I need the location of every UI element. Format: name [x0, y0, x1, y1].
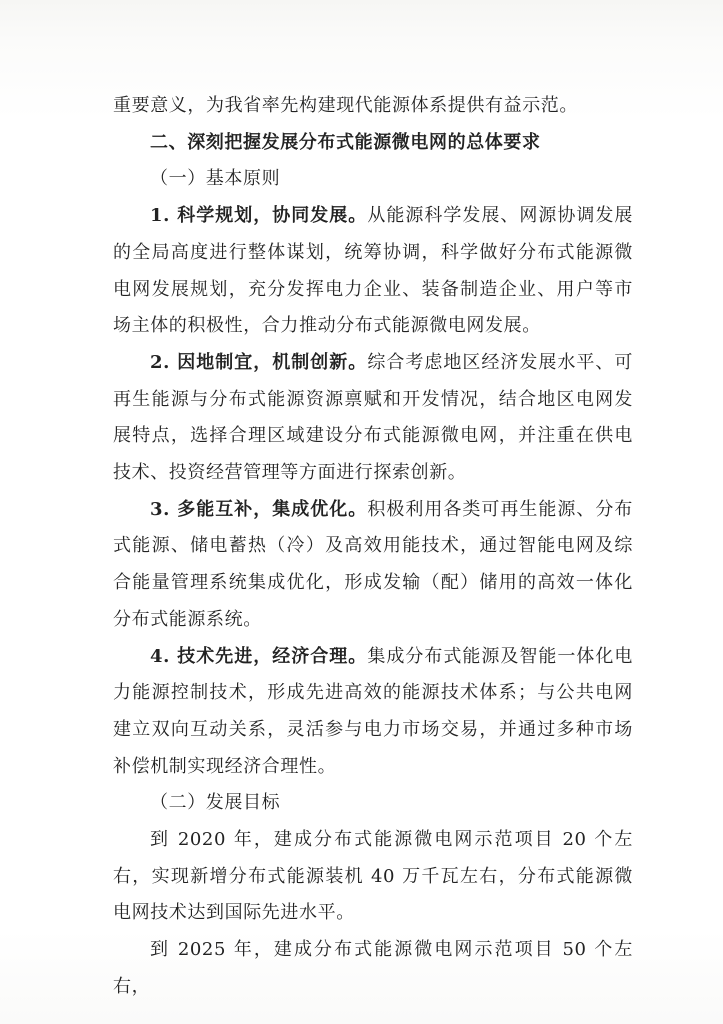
- goal-2020: 到 2020 年，建成分布式能源微电网示范项目 20 个左右，实现新增分布式能源装机 40 万千瓦左右，分布式能源微电网技术达到国际先进水平。: [113, 829, 633, 924]
- principle-4-body: 集成分布式能源及智能一体化电力能源控制技术，形成先进高效的能源技术体系；与公共电网建立双向互动关系，灵活参与电力市场交易，并通过多种市场补偿机制实现经济合理性。: [113, 645, 633, 777]
- principle-3-title: 3. 多能互补，集成优化。: [150, 498, 368, 520]
- subsection-heading-goals: （二）发展目标: [150, 792, 281, 814]
- principle-3: [113, 492, 633, 639]
- principle-1-title: 1. 科学规划，协同发展。: [150, 205, 368, 227]
- subsection-heading-principles: （一）基本原则: [150, 168, 281, 190]
- principle-4-title: 4. 技术先进，经济合理。: [150, 645, 368, 667]
- principle-1-body: 从能源科学发展、网源协调发展的全局高度进行整体谋划，统筹协调，科学做好分布式能源微电网发展规划，充分发挥电力企业、装备制造企业、用户等市场主体的积极性，合力推动分布式能源微电网发展。: [113, 205, 633, 337]
- principle-2-title: 2. 因地制宜，机制创新。: [150, 351, 368, 373]
- document-body: [113, 88, 633, 1006]
- principle-2-body: 综合考虑地区经济发展水平、可再生能源与分布式能源资源禀赋和开发情况，结合地区电网发展特点，选择合理区域建设分布式能源微电网，并注重在供电技术、投资经营管理等方面进行探索创新。: [113, 351, 633, 484]
- paragraph-continuation: 重要意义，为我省率先构建现代能源体系提供有益示范。: [113, 95, 578, 116]
- section-heading: 二、深刻把握发展分布式能源微电网的总体要求: [150, 131, 541, 153]
- principle-3-body: 积极利用各类可再生能源、分布式能源、储电蓄热（冷）及高效用能技术，通过智能电网及综合能量管理系统集成优化，形成发输（配）储用的高效一体化分布式能源系统。: [113, 498, 633, 630]
- goal-2025: 到 2025 年，建成分布式能源微电网示范项目 50 个左右，: [113, 939, 633, 997]
- principle-1: [113, 198, 633, 345]
- principle-2: [113, 345, 633, 492]
- principle-4: [113, 639, 633, 786]
